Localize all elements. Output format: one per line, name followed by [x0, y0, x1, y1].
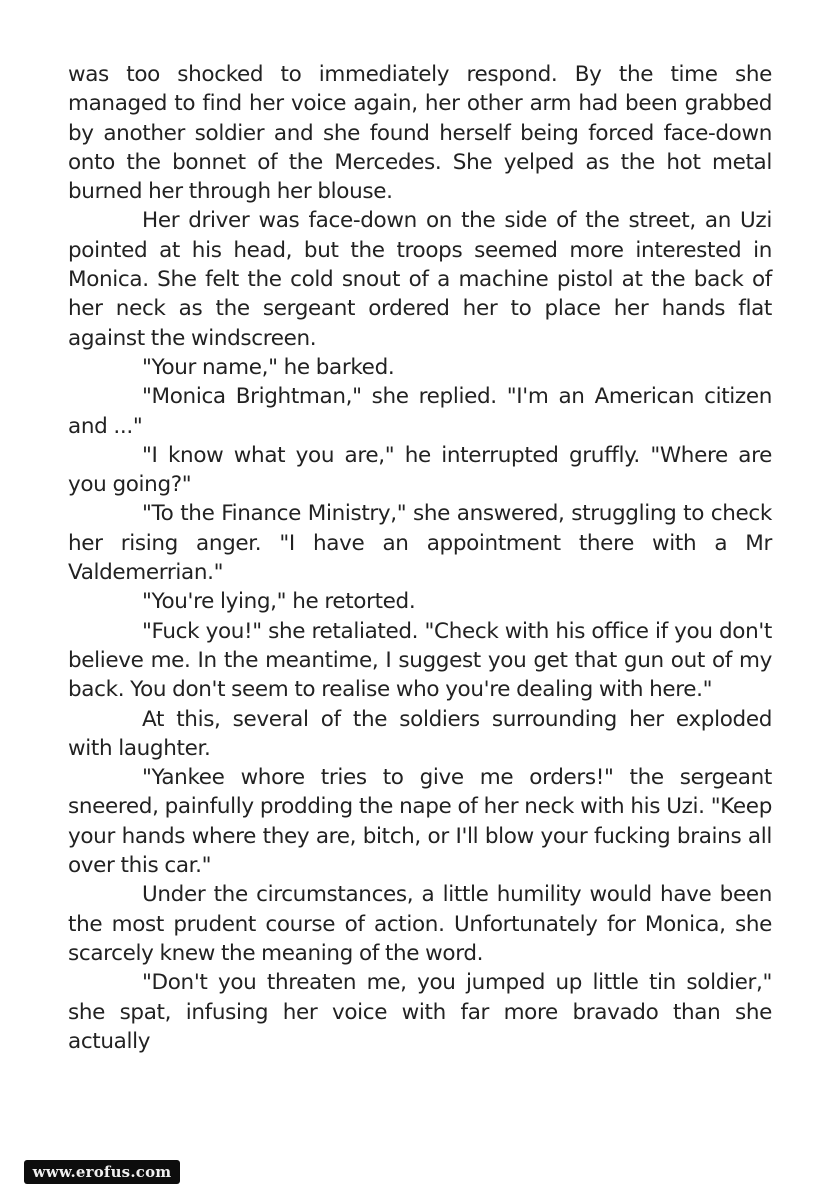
paragraph: was too shocked to immediately respond. By the time she managed to find her voice again, her other arm had been grabbed by another soldier and she found herself being forced face-down onto the bonnet of the Mercedes. She yelped as the hot metal burned her through her blouse.	[68, 62, 772, 205]
paragraph: Under the circumstances, a little humility would have been the most prudent course of action. Unfortunately for Monica, she scarcely knew the meaning of the word.	[68, 882, 772, 966]
paragraph: "Yankee whore tries to give me orders!" the sergeant sneered, painfully prodding the nape of her neck with his Uzi. "Keep your hands where they are, bitch, or I'll blow your fucking brains all over this car."	[68, 765, 772, 879]
paragraph: "Fuck you!" she retaliated. "Check with his office if you don't believe me. In the meantime, I suggest you get that gun out of my back. You don't seem to realise who you're dealing with here."	[68, 618, 772, 703]
paragraph: "Don't you threaten me, you jumped up little tin soldier," she spat, infusing her voice with far more bravado than she actually	[68, 970, 772, 1054]
paragraph: "I know what you are," he interrupted gruffly. "Where are you going?"	[68, 442, 772, 498]
page-body	[68, 60, 772, 1056]
paragraph: "You're lying," he retorted.	[142, 589, 416, 615]
paragraph: Her driver was face-down on the side of the street, an Uzi pointed at his head, but the troops seemed more interested in Monica. She felt the cold snout of a machine pistol at the back of her neck as the sergeant ordered her to place her hands flat against the windscreen.	[68, 208, 772, 351]
watermark-badge	[24, 1160, 180, 1184]
paragraph: At this, several of the soldiers surrounding her exploded with laughter.	[68, 706, 772, 761]
paragraph: "To the Finance Ministry," she answered, struggling to check her rising anger. "I have an appointment there with a Mr Valdemerrian."	[68, 501, 772, 586]
watermark-text: www.erofus.com	[32, 1163, 172, 1181]
paragraph: "Monica Brightman," she replied. "I'm an American citizen and ..."	[68, 384, 772, 439]
paragraph: "Your name," he barked.	[142, 354, 395, 380]
